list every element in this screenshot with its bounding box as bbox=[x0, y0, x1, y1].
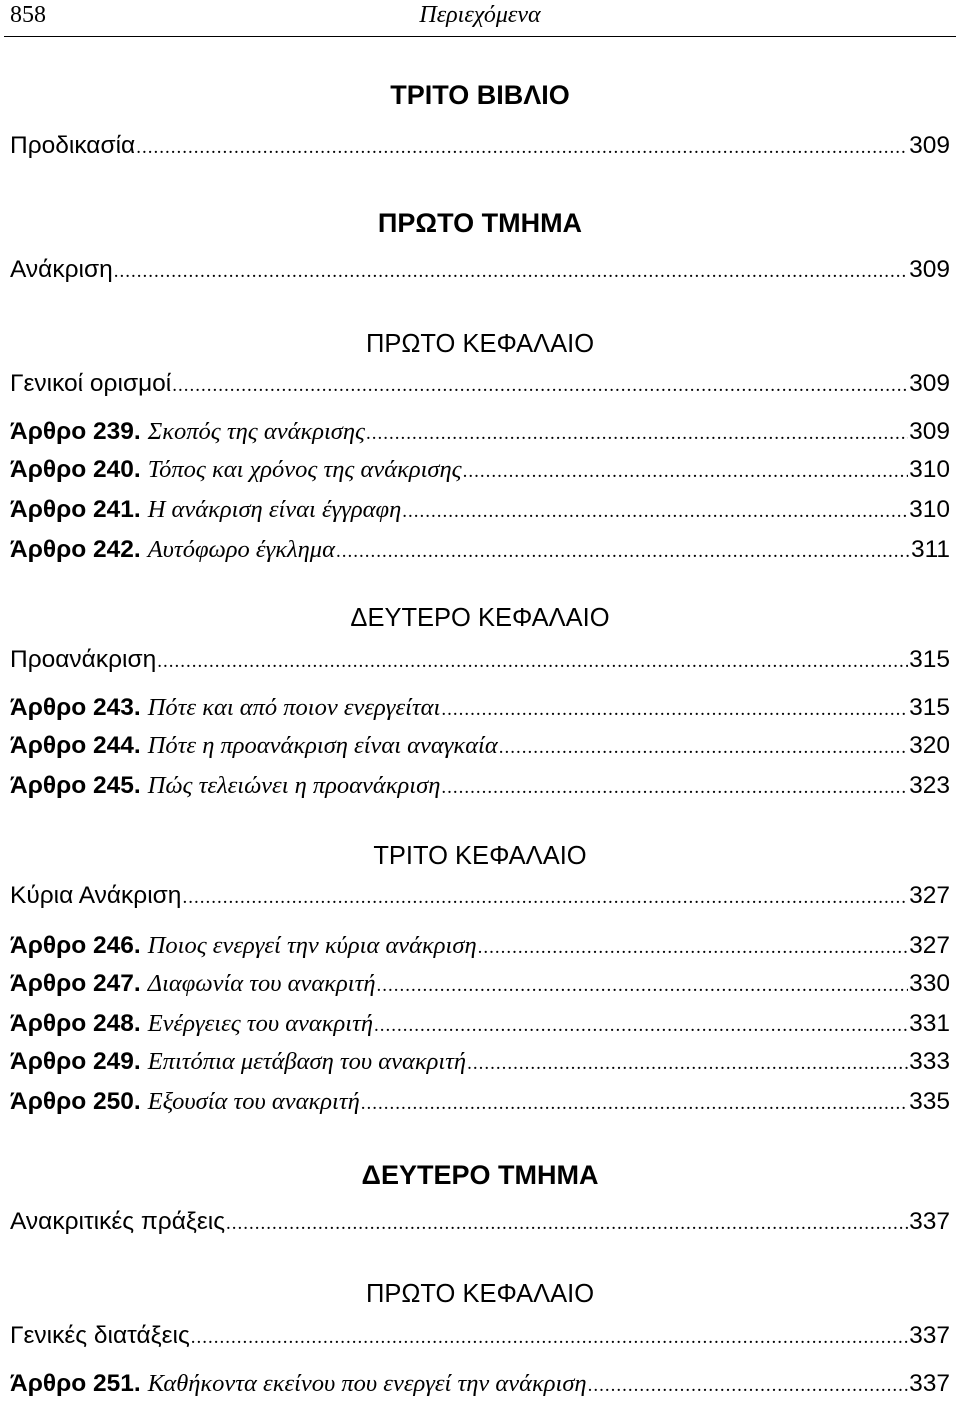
page-ref: 337 bbox=[909, 1322, 950, 1349]
dot-leader bbox=[136, 137, 908, 159]
toc-entry bbox=[10, 1048, 950, 1076]
article-label: Άρθρο 239. bbox=[10, 418, 141, 445]
article-label: Άρθρο 243. bbox=[10, 694, 141, 721]
toc-entry bbox=[10, 256, 950, 284]
entry-title: Γενικές διατάξεις bbox=[10, 1322, 190, 1349]
toc-entry bbox=[10, 370, 950, 398]
chapter-heading: ΤΡΙΤΟ ΚΕΦΑΛΑΙΟ bbox=[373, 842, 587, 870]
article-title: Ενέργειες του ανακριτή bbox=[147, 1010, 374, 1037]
entry-title: Προδικασία bbox=[10, 132, 136, 159]
page-ref: 327 bbox=[909, 932, 950, 959]
article-label: Άρθρο 251. bbox=[10, 1370, 141, 1397]
toc-entry bbox=[10, 536, 950, 564]
dot-leader bbox=[361, 1093, 908, 1115]
entry-title: Ανακριτικές πράξεις bbox=[10, 1208, 225, 1235]
article-title: Πότε η προανάκριση είναι αναγκαία bbox=[147, 732, 498, 759]
article-label: Άρθρο 247. bbox=[10, 970, 141, 997]
section-heading: ΠΡΩΤΟ ΤΜΗΜΑ bbox=[377, 208, 583, 238]
page-ref: 310 bbox=[909, 496, 950, 523]
toc-entry bbox=[10, 456, 950, 484]
dot-leader bbox=[478, 937, 909, 959]
dot-leader bbox=[467, 1053, 908, 1075]
page-ref: 331 bbox=[909, 1010, 950, 1037]
dot-leader bbox=[441, 699, 908, 721]
dot-leader bbox=[366, 423, 908, 445]
dot-leader bbox=[226, 1213, 908, 1235]
article-label: Άρθρο 241. bbox=[10, 496, 141, 523]
page-ref: 309 bbox=[909, 418, 950, 445]
page-ref: 309 bbox=[909, 132, 950, 159]
dot-leader bbox=[336, 541, 910, 563]
article-title: Η ανάκριση είναι έγγραφη bbox=[147, 496, 402, 523]
toc-entry bbox=[10, 732, 950, 760]
page-ref: 315 bbox=[909, 646, 950, 673]
article-title: Διαφωνία του ανακριτή bbox=[147, 970, 376, 997]
toc-entry bbox=[10, 1088, 950, 1116]
toc-entry bbox=[10, 932, 950, 960]
article-label: Άρθρο 248. bbox=[10, 1010, 141, 1037]
page-ref: 327 bbox=[909, 882, 950, 909]
dot-leader bbox=[157, 651, 908, 673]
dot-leader bbox=[463, 461, 909, 483]
article-label: Άρθρο 245. bbox=[10, 772, 141, 799]
article-label: Άρθρο 240. bbox=[10, 456, 141, 483]
article-label: Άρθρο 250. bbox=[10, 1088, 141, 1115]
toc-entry bbox=[10, 1010, 950, 1038]
article-title: Εξουσία του ανακριτή bbox=[147, 1088, 360, 1115]
toc-entry bbox=[10, 132, 950, 160]
page-number: 858 bbox=[10, 2, 46, 28]
dot-leader bbox=[499, 737, 908, 759]
toc-entry bbox=[10, 496, 950, 524]
page-ref: 310 bbox=[909, 456, 950, 483]
article-title: Πότε και από ποιον ενεργείται bbox=[147, 694, 441, 721]
toc-entry bbox=[10, 694, 950, 722]
article-title: Καθήκοντα εκείνου που ενεργεί την ανάκριση bbox=[147, 1370, 587, 1397]
dot-leader bbox=[402, 501, 908, 523]
page-ref: 335 bbox=[909, 1088, 950, 1115]
dot-leader bbox=[374, 1015, 908, 1037]
toc-entry bbox=[10, 418, 950, 446]
toc-entry bbox=[10, 1370, 950, 1398]
section-heading: ΔΕΥΤΕΡΟ ΤΜΗΜΑ bbox=[361, 1160, 599, 1190]
toc-entry bbox=[10, 646, 950, 674]
page-ref: 309 bbox=[909, 256, 950, 283]
toc-entry bbox=[10, 1322, 950, 1350]
dot-leader bbox=[114, 261, 908, 283]
page-header bbox=[4, 0, 956, 37]
article-title: Ποιος ενεργεί την κύρια ανάκριση bbox=[147, 932, 477, 959]
article-label: Άρθρο 246. bbox=[10, 932, 141, 959]
article-label: Άρθρο 244. bbox=[10, 732, 141, 759]
entry-title: Κύρια Ανάκριση bbox=[10, 882, 182, 909]
toc-entry bbox=[10, 772, 950, 800]
article-label: Άρθρο 249. bbox=[10, 1048, 141, 1075]
page-ref: 320 bbox=[909, 732, 950, 759]
dot-leader bbox=[182, 887, 908, 909]
entry-title: Γενικοί ορισμοί bbox=[10, 370, 172, 397]
dot-leader bbox=[191, 1327, 908, 1349]
page-ref: 309 bbox=[909, 370, 950, 397]
chapter-heading: ΠΡΩΤΟ ΚΕΦΑΛΑΙΟ bbox=[365, 330, 595, 358]
article-title: Επιτόπια μετάβαση του ανακριτή bbox=[147, 1048, 467, 1075]
page-ref: 323 bbox=[909, 772, 950, 799]
toc-entry bbox=[10, 882, 950, 910]
toc-entry bbox=[10, 1208, 950, 1236]
dot-leader bbox=[377, 975, 909, 997]
article-title: Σκοπός της ανάκρισης bbox=[147, 418, 365, 445]
article-title: Αυτόφωρο έγκλημα bbox=[147, 536, 335, 563]
page-ref: 311 bbox=[910, 536, 950, 563]
page-ref: 333 bbox=[909, 1048, 950, 1075]
running-title: Περιεχόμενα bbox=[419, 2, 541, 28]
dot-leader bbox=[172, 375, 908, 397]
chapter-heading: ΔΕΥΤΕΡΟ ΚΕΦΑΛΑΙΟ bbox=[350, 604, 610, 632]
section-heading: ΤΡΙΤΟ ΒΙΒΛΙΟ bbox=[390, 80, 570, 110]
page-ref: 315 bbox=[909, 694, 950, 721]
page-ref: 337 bbox=[909, 1370, 950, 1397]
entry-title: Προανάκριση bbox=[10, 646, 157, 673]
entry-title: Ανάκριση bbox=[10, 256, 113, 283]
dot-leader bbox=[588, 1375, 909, 1397]
article-title: Τόπος και χρόνος της ανάκρισης bbox=[147, 456, 462, 483]
article-title: Πώς τελειώνει η προανάκριση bbox=[147, 772, 441, 799]
dot-leader bbox=[441, 777, 908, 799]
page-ref: 330 bbox=[909, 970, 950, 997]
chapter-heading: ΠΡΩΤΟ ΚΕΦΑΛΑΙΟ bbox=[365, 1280, 595, 1308]
toc-entry bbox=[10, 970, 950, 998]
article-label: Άρθρο 242. bbox=[10, 536, 141, 563]
page-ref: 337 bbox=[909, 1208, 950, 1235]
